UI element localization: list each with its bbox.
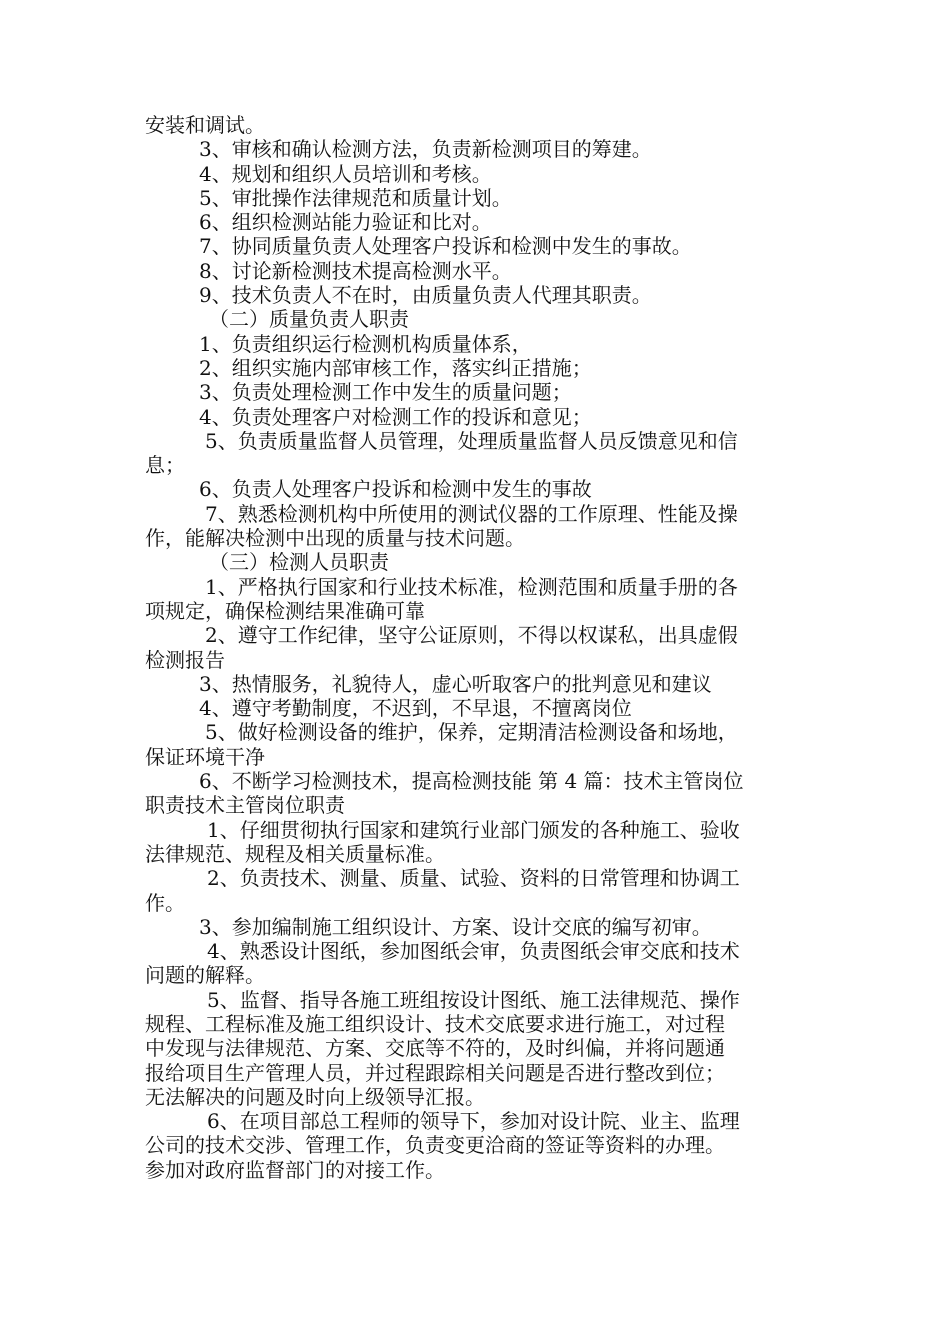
text-line: 6、组织检测站能力验证和比对。 xyxy=(199,210,492,235)
text-line: 5、监督、指导各施工班组按设计图纸、施工法律规范、操作 xyxy=(207,987,740,1012)
text-line: 作。 xyxy=(145,890,185,915)
text-line: 息； xyxy=(145,453,185,478)
text-line: 2、组织实施内部审核工作，落实纠正措施； xyxy=(199,355,592,380)
text-line: 规程、工程标准及施工组织设计、技术交底要求进行施工，对过程 xyxy=(145,1011,725,1036)
text-line: 1、严格执行国家和行业技术标准，检测范围和质量手册的各 xyxy=(205,574,738,599)
text-line: 中发现与法律规范、方案、交底等不符的，及时纠偏，并将问题通 xyxy=(145,1036,725,1061)
text-line: 报给项目生产管理人员，并过程跟踪相关问题是否进行整改到位； xyxy=(145,1060,725,1085)
text-line: 3、热情服务，礼貌待人，虚心听取客户的批判意见和建议 xyxy=(199,671,712,696)
text-line: 4、负责处理客户对检测工作的投诉和意见； xyxy=(199,404,592,429)
text-line: 7、协同质量负责人处理客户投诉和检测中发生的事故。 xyxy=(199,234,692,259)
section-heading: （二）质量负责人职责 xyxy=(209,307,409,332)
text-line: 法律规范、规程及相关质量标准。 xyxy=(145,841,445,866)
text-line: 4、熟悉设计图纸，参加图纸会审，负责图纸会审交底和技术 xyxy=(207,939,740,964)
text-line: 保证环境干净 xyxy=(145,744,265,769)
text-line: 6、不断学习检测技术，提高检测技能 第 4 篇：技术主管岗位 xyxy=(199,769,744,794)
text-line: 4、规划和组织人员培训和考核。 xyxy=(199,161,492,186)
text-line: 5、负责质量监督人员管理，处理质量监督人员反馈意见和信 xyxy=(205,428,738,453)
text-line: 3、审核和确认检测方法，负责新检测项目的筹建。 xyxy=(199,137,652,162)
text-line: 3、参加编制施工组织设计、方案、设计交底的编写初审。 xyxy=(199,914,712,939)
text-line: 安装和调试。 xyxy=(145,113,265,137)
text-line: 5、做好检测设备的维护，保养，定期清洁检测设备和场地， xyxy=(205,720,738,745)
text-line: 1、仔细贯彻执行国家和建筑行业部门颁发的各种施工、验收 xyxy=(207,817,740,842)
text-line: 3、负责处理检测工作中发生的质量问题； xyxy=(199,380,572,405)
text-line: 7、熟悉检测机构中所使用的测试仪器的工作原理、性能及操 xyxy=(205,501,738,526)
text-line: 2、负责技术、测量、质量、试验、资料的日常管理和协调工 xyxy=(207,866,740,891)
document-body xyxy=(145,113,810,1182)
text-line: 公司的技术交涉、管理工作，负责变更洽商的签证等资料的办理。 xyxy=(145,1133,725,1158)
text-line: 问题的解释。 xyxy=(145,963,265,988)
text-line: 无法解决的问题及时向上级领导汇报。 xyxy=(145,1084,485,1109)
text-line: 参加对政府监督部门的对接工作。 xyxy=(145,1157,445,1182)
text-line: 6、负责人处理客户投诉和检测中发生的事故 xyxy=(199,477,592,502)
text-line: 检测报告 xyxy=(145,647,225,672)
text-line: 5、审批操作法律规范和质量计划。 xyxy=(199,185,512,210)
text-line: 4、遵守考勤制度，不迟到，不早退，不擅离岗位 xyxy=(199,696,632,721)
text-line: 1、负责组织运行检测机构质量体系， xyxy=(199,331,532,356)
text-line: 职责技术主管岗位职责 xyxy=(145,793,345,818)
text-line: 2、遵守工作纪律，坚守公证原则，不得以权谋私，出具虚假 xyxy=(205,623,738,648)
text-line: 项规定，确保检测结果准确可靠 xyxy=(145,598,425,623)
text-line: 9、技术负责人不在时，由质量负责人代理其职责。 xyxy=(199,283,652,308)
text-line: 作，能解决检测中出现的质量与技术问题。 xyxy=(145,526,525,551)
text-line: 6、在项目部总工程师的领导下，参加对设计院、业主、监理 xyxy=(207,1109,740,1134)
text-line: 8、讨论新检测技术提高检测水平。 xyxy=(199,258,512,283)
section-heading: （三）检测人员职责 xyxy=(209,550,389,575)
